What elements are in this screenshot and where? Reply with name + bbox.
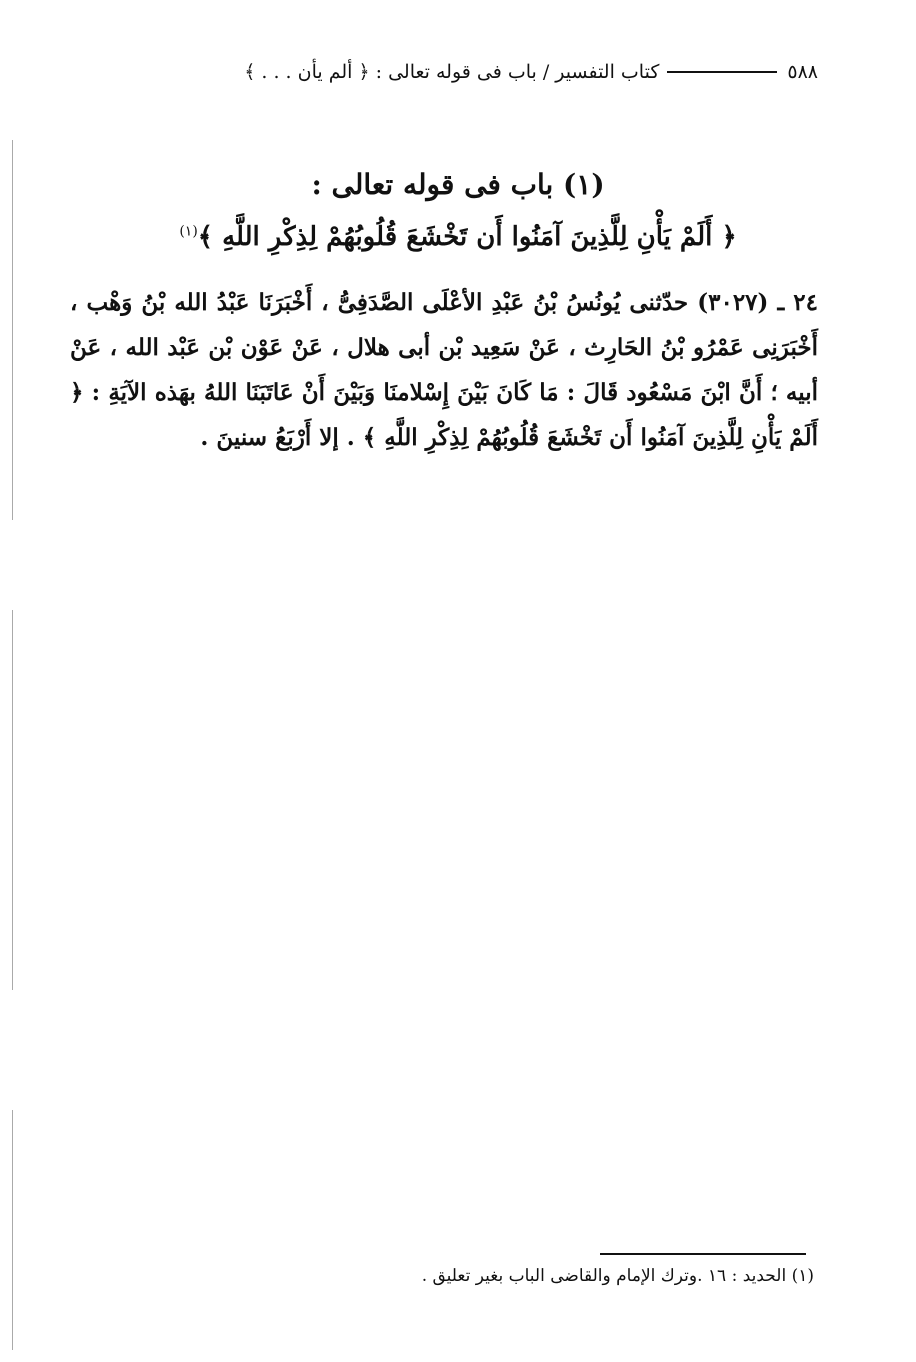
footnote-ref: (١)	[179, 223, 198, 240]
verse-heading	[100, 222, 816, 252]
scan-margin-line	[12, 1110, 13, 1350]
running-title: كتاب التفسير / باب فى قوله تعالى : ﴿ ألم يأن . . . ﴾	[244, 61, 660, 83]
footnote: (١) الحديد : ١٦ .وترك الإمام والقاضى الباب بغير تعليق .	[421, 1266, 814, 1286]
hadith-text: ٢٤ ـ (٣٠٢٧) حدّثنى يُونُسُ بْنُ عَبْدِ الأعْلَى الصَّدَفِىُّ ، أَخْبَرَنَا عَبْدُ الله بْنُ وَهْب ، أَخْبَرَنِى عَمْرُو بْنُ الحَارِث ، عَنْ سَعِيد بْن أبى هلال ، عَنْ عَوْن بْن عَبْد الله ، عَنْ أبيه ؛ أَنَّ ابْنَ مَسْعُود قَالَ : مَا كَانَ بَيْنَ إِسْلامنَا وَبَيْنَ أَنْ عَاتَبَنَا اللهُ بهَذه الآيَةِ : ﴿ أَلَمْ يَأْنِ لِلَّذِينَ آمَنُوا أَن تَخْشَعَ قُلُوبُهُمْ لِذِكْرِ اللَّهِ ﴾ . إلا أَرْبَعُ سنينَ .	[70, 289, 819, 451]
chapter-title: (١) باب فى قوله تعالى :	[311, 168, 605, 201]
page-number: ٥٨٨	[787, 61, 818, 83]
scan-margin-line	[12, 140, 13, 520]
scan-margin-line	[12, 610, 13, 990]
header-rule	[667, 71, 777, 73]
footnote-rule	[600, 1253, 806, 1255]
page-header	[62, 52, 818, 92]
verse-text: ﴿ أَلَمْ يَأْنِ لِلَّذِينَ آمَنُوا أَن تَخْشَعَ قُلُوبُهُمْ لِذِكْرِ اللَّهِ ﴾	[197, 222, 737, 252]
